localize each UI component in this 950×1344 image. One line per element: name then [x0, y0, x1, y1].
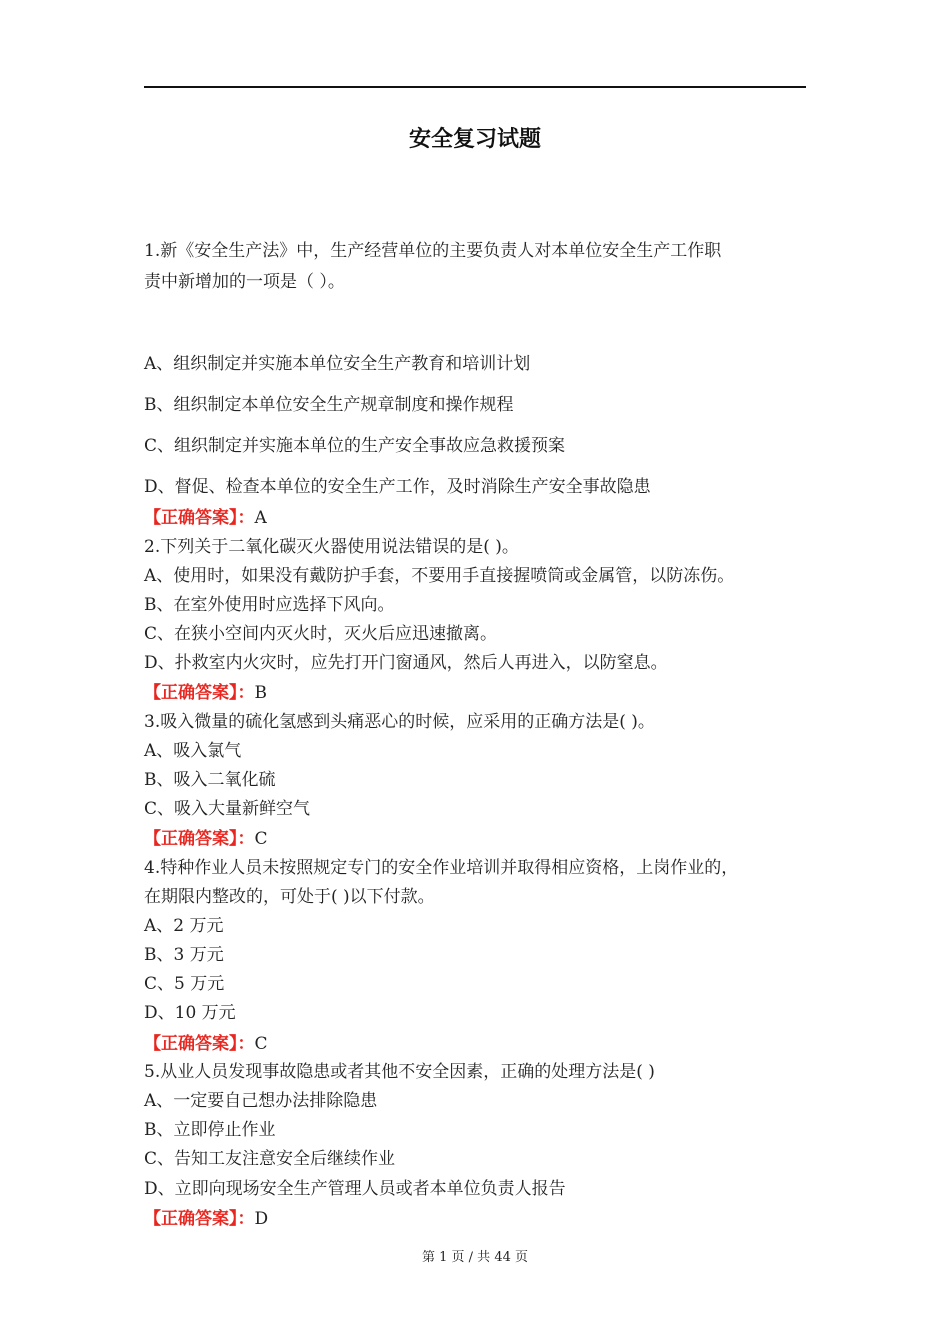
question-1-stem-line-1: 1.新《安全生产法》中，生产经营单位的主要负责人对本单位安全生产工作职: [144, 241, 722, 261]
answer-value: B: [254, 683, 267, 703]
question-3-option-a: A、吸入氯气: [144, 741, 242, 761]
question-4-stem-line-2: 在期限内整改的，可处于( )以下付款。: [144, 887, 435, 907]
answer-label: 【正确答案】: [144, 829, 238, 849]
answer-separator: ：: [237, 829, 255, 849]
question-5-option-b: B、立即停止作业: [144, 1120, 276, 1140]
answer-label: 【正确答案】: [144, 683, 238, 703]
question-3-answer: [144, 824, 268, 849]
answer-value: C: [254, 829, 268, 849]
question-4-option-a: A、2 万元: [144, 916, 224, 936]
question-1-option-a: A、组织制定并实施本单位安全生产教育和培训计划: [144, 354, 531, 374]
question-2-option-c: C、在狭小空间内灭火时，灭火后应迅速撤离。: [144, 624, 498, 644]
question-1-option-c: C、组织制定并实施本单位的生产安全事故应急救援预案: [144, 436, 566, 456]
question-2-option-b: B、在室外使用时应选择下风向。: [144, 595, 395, 615]
answer-label: 【正确答案】: [144, 1209, 238, 1229]
answer-separator: ：: [237, 683, 255, 703]
question-3-stem-line-1: 3.吸入微量的硫化氢感到头痛恶心的时候，应采用的正确方法是( )。: [144, 712, 655, 732]
question-5-option-d: D、立即向现场安全生产管理人员或者本单位负责人报告: [144, 1179, 566, 1199]
question-2-stem-line-1: 2.下列关于二氧化碳灭火器使用说法错误的是( )。: [144, 537, 519, 557]
question-4-stem-line-1: 4.特种作业人员未按照规定专门的安全作业培训并取得相应资格，上岗作业的，: [144, 858, 739, 878]
page-footer: 第 1 页 / 共 44 页: [422, 1250, 528, 1265]
question-3-option-b: B、吸入二氧化硫: [144, 770, 276, 790]
header-rule: [144, 86, 806, 88]
question-4-option-d: D、10 万元: [144, 1003, 236, 1023]
question-5-option-a: A、一定要自己想办法排除隐患: [144, 1091, 378, 1111]
answer-label: 【正确答案】: [144, 508, 238, 528]
question-2-option-a: A、使用时，如果没有戴防护手套，不要用手直接握喷筒或金属管，以防冻伤。: [144, 566, 735, 586]
question-2-answer: [144, 678, 267, 703]
question-4-option-c: C、5 万元: [144, 974, 225, 994]
answer-separator: ：: [237, 508, 255, 528]
question-1-option-d: D、督促、检查本单位的安全生产工作，及时消除生产安全事故隐患: [144, 477, 651, 497]
page-title: 安全复习试题: [408, 127, 541, 152]
answer-value: A: [254, 508, 267, 528]
question-5-stem-line-1: 5.从业人员发现事故隐患或者其他不安全因素，正确的处理方法是( ): [144, 1062, 655, 1082]
question-4-option-b: B、3 万元: [144, 945, 224, 965]
answer-value: D: [254, 1209, 269, 1229]
question-4-answer: [144, 1029, 268, 1054]
answer-separator: ：: [237, 1034, 255, 1054]
question-1-option-b: B、组织制定本单位安全生产规章制度和操作规程: [144, 395, 514, 415]
answer-separator: ：: [237, 1209, 255, 1229]
answer-label: 【正确答案】: [144, 1034, 238, 1054]
answer-value: C: [254, 1034, 268, 1054]
question-1-answer: [144, 503, 267, 528]
question-1-stem-line-2: 责中新增加的一项是（ ）。: [144, 272, 345, 292]
question-5-answer: [144, 1204, 268, 1229]
question-2-option-d: D、扑救室内火灾时，应先打开门窗通风，然后人再进入，以防窒息。: [144, 653, 668, 673]
question-5-option-c: C、告知工友注意安全后继续作业: [144, 1149, 396, 1169]
question-3-option-c: C、吸入大量新鲜空气: [144, 799, 311, 819]
